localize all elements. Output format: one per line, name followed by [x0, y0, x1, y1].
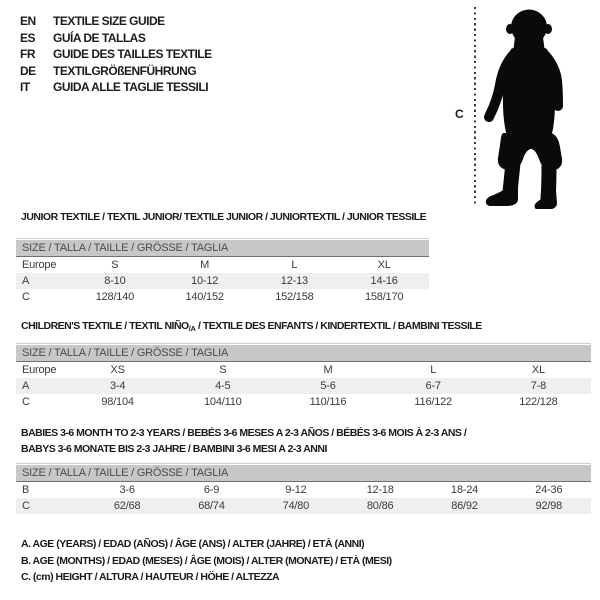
language-title: GUÍA DE TALLAS [53, 30, 146, 45]
size-cell: 110/116 [309, 396, 347, 408]
language-title: GUIDA ALLE TAGLIE TESSILI [53, 80, 209, 95]
row-label: A [22, 380, 30, 392]
size-cell: 80/86 [366, 500, 394, 512]
height-measure-dotted-line [474, 7, 476, 206]
language-title: TEXTILGRÖßENFÜHRUNG [53, 63, 197, 78]
language-title: TEXTILE SIZE GUIDE [53, 14, 165, 28]
size-cell: 74/80 [282, 500, 310, 512]
children-size-table [16, 343, 591, 410]
size-header-row: SIZE / TALLA / TAILLE / GRÖSSE / TAGLIA [16, 345, 591, 362]
table-row [16, 378, 591, 394]
table-top-border [16, 238, 429, 239]
size-cell: 9-12 [285, 484, 307, 496]
size-cell: XS [110, 364, 125, 376]
baby-silhouette-icon [481, 7, 573, 209]
table-top-border [16, 463, 591, 464]
size-cell: 158/170 [364, 291, 404, 303]
size-cell: 116/122 [414, 396, 452, 408]
footnote-a: A. AGE (YEARS) / EDAD (AÑOS) / ÂGE (ANS) / ALTER (JAHRE) / ETÀ (ANNI) [21, 538, 365, 550]
language-code: FR [20, 47, 35, 62]
row-label: Europe [22, 259, 57, 271]
language-guide [20, 13, 212, 96]
size-cell: L [430, 364, 437, 376]
language-code: ES [20, 30, 36, 45]
size-cell: 18-24 [450, 484, 479, 496]
row-label: A [22, 275, 30, 287]
size-cell: 3-4 [109, 380, 126, 392]
size-cell: 3-6 [119, 484, 135, 496]
table-row [16, 482, 591, 498]
row-label: C [22, 500, 30, 512]
language-title: GUIDE DES TAILLES TEXTILE [53, 47, 212, 62]
table-row [16, 257, 429, 273]
table-row [16, 273, 429, 289]
size-cell: M [323, 364, 333, 376]
size-cell: 98/104 [101, 396, 134, 408]
size-cell: 7-8 [530, 380, 547, 392]
size-cell: 140/152 [185, 291, 224, 303]
size-cell: 6-9 [203, 484, 220, 496]
title-subscript: /A [188, 323, 196, 333]
size-cell: 92/98 [535, 500, 563, 512]
section-title-junior: JUNIOR TEXTILE / TEXTIL JUNIOR/ TEXTILE JUNIOR / JUNIORTEXTIL / JUNIOR TESSILE [21, 211, 427, 223]
language-code: IT [20, 80, 30, 95]
size-cell: 86/92 [451, 500, 478, 512]
babies-size-table [16, 463, 591, 514]
size-cell: 5-6 [320, 380, 336, 392]
size-cell: 12-13 [280, 275, 308, 287]
size-cell: S [219, 364, 227, 376]
footnotes [21, 536, 392, 586]
size-cell: 68/74 [198, 500, 225, 512]
size-cell: L [291, 259, 298, 271]
junior-size-table [16, 238, 429, 305]
size-cell: 4-5 [215, 380, 231, 392]
language-code: DE [20, 63, 36, 78]
size-cell: 8-10 [104, 275, 126, 287]
footnote-b: B. AGE (MONTHS) / EDAD (MESES) / ÂGE (MOIS) / ALTER (MONATE) / ETÀ (MESI) [21, 554, 392, 567]
size-cell: XL [377, 259, 391, 271]
table-top-border [16, 343, 591, 344]
section-title-babies-line2: BABYS 3-6 MONATE BIS 2-3 JAHRE / BAMBINI 3-6 MESI A 2-3 ANNI [21, 443, 327, 456]
section-title-babies-line1: BABIES 3-6 MONTH TO 2-3 YEARS / BEBÉS 3-6 MESES A 2-3 AÑOS / BÉBÉS 3-6 MOIS À 2-3 ANS / [21, 427, 467, 439]
size-cell: 12-18 [366, 484, 394, 496]
size-cell: XL [531, 364, 545, 376]
footnote-c: C. (cm) HEIGHT / ALTURA / HAUTEUR / HÖHE / ALTEZZA [21, 571, 280, 584]
height-measure-label: C [455, 107, 464, 121]
row-label: C [22, 396, 30, 408]
table-row [16, 362, 591, 378]
table-row [16, 289, 429, 305]
size-cell: S [111, 259, 119, 271]
size-cell: 62/68 [113, 500, 141, 512]
row-label: Europe [22, 364, 57, 376]
section-title-babies [21, 425, 466, 458]
row-label: C [22, 291, 30, 303]
table-row [16, 498, 591, 514]
size-cell: 6-7 [425, 380, 441, 392]
size-cell: 128/140 [95, 291, 135, 303]
size-cell: 10-12 [191, 275, 219, 287]
size-cell: 104/110 [204, 396, 242, 408]
size-cell: 122/128 [519, 396, 558, 408]
size-cell: 14-16 [370, 275, 398, 287]
section-title-children: CHILDREN'S TEXTILE / TEXTIL NIÑO/A / TEXTILE DES ENFANTS / KINDERTEXTIL / BAMBINI TESSILE [21, 320, 482, 333]
row-label: B [22, 484, 30, 496]
language-code: EN [20, 14, 36, 28]
size-cell: 24-36 [535, 484, 563, 496]
table-row [16, 394, 591, 410]
size-cell: 152/158 [275, 291, 314, 303]
size-cell: M [200, 259, 210, 271]
size-header-row: SIZE / TALLA / TAILLE / GRÖSSE / TAGLIA [16, 240, 429, 257]
size-header-row: SIZE / TALLA / TAILLE / GRÖSSE / TAGLIA [16, 465, 591, 482]
